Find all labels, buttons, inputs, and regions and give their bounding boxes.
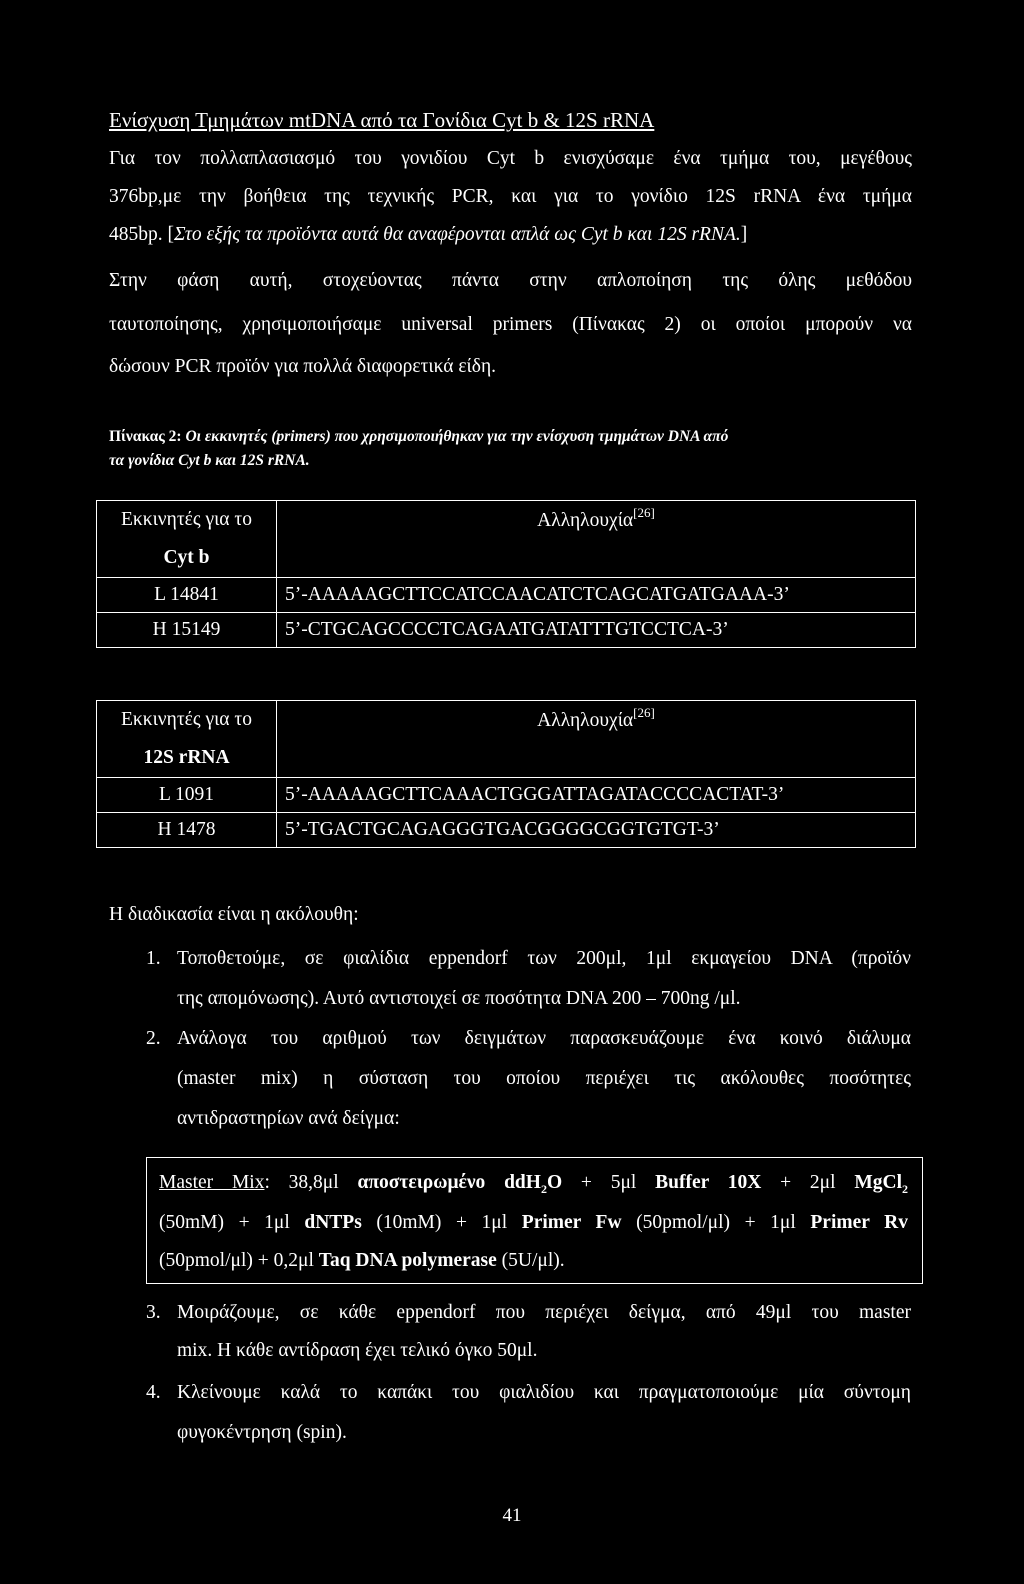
primer-sequence: 5’-AAAAAGCTTCCATCCAACATCTCAGCATGATGAAA-3’ [277,578,916,613]
primer-name: L 1091 [97,778,277,813]
header-gene: 12S rRNA [143,747,230,768]
step-1-line-1: Τοποθετούμε, σε φιαλίδια eppendorf των 200μl, 1μl εκμαγείου DNA (προϊόν [177,948,911,969]
intro-line-4: Στην φάση αυτή, στοχεύοντας πάντα στην απλοποίηση της όλης μεθόδου [109,270,912,291]
table-caption-line-2: τα γονίδια Cyt b και 12S rRNA. [109,452,310,469]
table-row [97,813,916,848]
master-mix-line-1: Master Mix: 38,8μl αποστειρωμένο ddH$_2$O + 5μl Buffer 10X + 2μl MgCl$_2$ [159,1172,908,1196]
header-gene: Cyt b [163,547,210,568]
primer-sequence: 5’-CTGCAGCCCCTCAGAATGATATTTGTCCTCA-3’ [277,613,916,648]
header-sequence-label: Αλληλουχία [537,510,634,531]
table-row [97,778,916,813]
step-4-line-1: Κλείνουμε καλά το καπάκι του φιαλιδίου και πραγματοποιούμε μία σύντομη [177,1382,911,1403]
table-row [97,613,916,648]
procedure-intro: Η διαδικασία είναι η ακόλουθη: [109,904,359,925]
primer-name: H 15149 [97,613,277,648]
intro-line-2: 376bp,με την βοήθεια της τεχνικής PCR, και για το γονίδιο 12S rRNA ένα τμήμα [109,186,912,207]
primer-name: H 1478 [97,813,277,848]
table-caption-line-1: Πίνακας 2: Οι εκκινητές (primers) που χρησιμοποιήθηκαν για την ενίσχυση τμημάτων DNA από [109,428,729,445]
primer-name: L 14841 [97,578,277,613]
primer-sequence: 5’-TGACTGCAGAGGGTGACGGGGCGGTGTGT-3’ [277,813,916,848]
table-header-primer [97,701,277,778]
reference-mark: [26] [633,505,655,520]
table-header-sequence [277,501,916,578]
header-sequence-label: Αλληλουχία [537,710,634,731]
step-number: 3. [146,1302,161,1323]
primer-table-12s [96,700,916,848]
header-label: Εκκινητές για το [121,509,252,530]
step-number: 1. [146,948,161,969]
step-2-line-1: Ανάλογα του αριθμού των δειγμάτων παρασκευάζουμε ένα κοινό διάλυμα [177,1028,911,1049]
master-mix-line-3: (50pmol/μl) + 0,2μl Taq DNA polymerase (5U/μl). [159,1250,565,1271]
master-mix-line-2: (50mM) + 1μl dNTPs (10mM) + 1μl Primer Fw (50pmol/μl) + 1μl Primer Rv [159,1212,908,1233]
primer-table-cytb [96,500,916,648]
intro-line-1: Για τον πολλαπλασιασμό του γονιδίου Cyt b ενισχύσαμε ένα τμήμα του, μεγέθους [109,148,912,169]
step-3-line-2: mix. Η κάθε αντίδραση έχει τελικό όγκο 50μl. [177,1340,538,1361]
master-mix-box [146,1157,923,1284]
primer-sequence: 5’-AAAAAGCTTCAAACTGGGATTAGATACCCCACTAT-3’ [277,778,916,813]
step-1-line-2: της απομόνωσης). Αυτό αντιστοιχεί σε ποσότητα DNA 200 – 700ng /μl. [177,988,741,1009]
step-number: 2. [146,1028,161,1049]
step-2-line-3: αντιδραστηρίων ανά δείγμα: [177,1108,400,1129]
intro-line-3: 485bp. [Στο εξής τα προϊόντα αυτά θα αναφέρονται απλά ως Cyt b και 12S rRNA.] [109,224,748,245]
header-label: Εκκινητές για το [121,709,252,730]
table-header-primer [97,501,277,578]
intro-line-6: δώσουν PCR προϊόν για πολλά διαφορετικά είδη. [109,356,497,377]
step-number: 4. [146,1382,161,1403]
step-3-line-1: Μοιράζουμε, σε κάθε eppendorf που περιέχει δείγμα, από 49μl του master [177,1302,911,1323]
reference-mark: [26] [633,705,655,720]
table-row [97,578,916,613]
step-2-line-2: (master mix) η σύσταση του οποίου περιέχει τις ακόλουθες ποσότητες [177,1068,911,1089]
page-number: 41 [502,1505,522,1526]
intro-line-5: ταυτοποίησης, χρησιμοποιήσαμε universal primers (Πίνακας 2) οι οποίοι μπορούν να [109,314,912,335]
table-header-sequence [277,701,916,778]
step-4-line-2: φυγοκέντρηση (spin). [177,1422,347,1443]
section-heading: Ενίσχυση Τμημάτων mtDNA από τα Γονίδια Cyt b & 12S rRNA [109,108,655,132]
